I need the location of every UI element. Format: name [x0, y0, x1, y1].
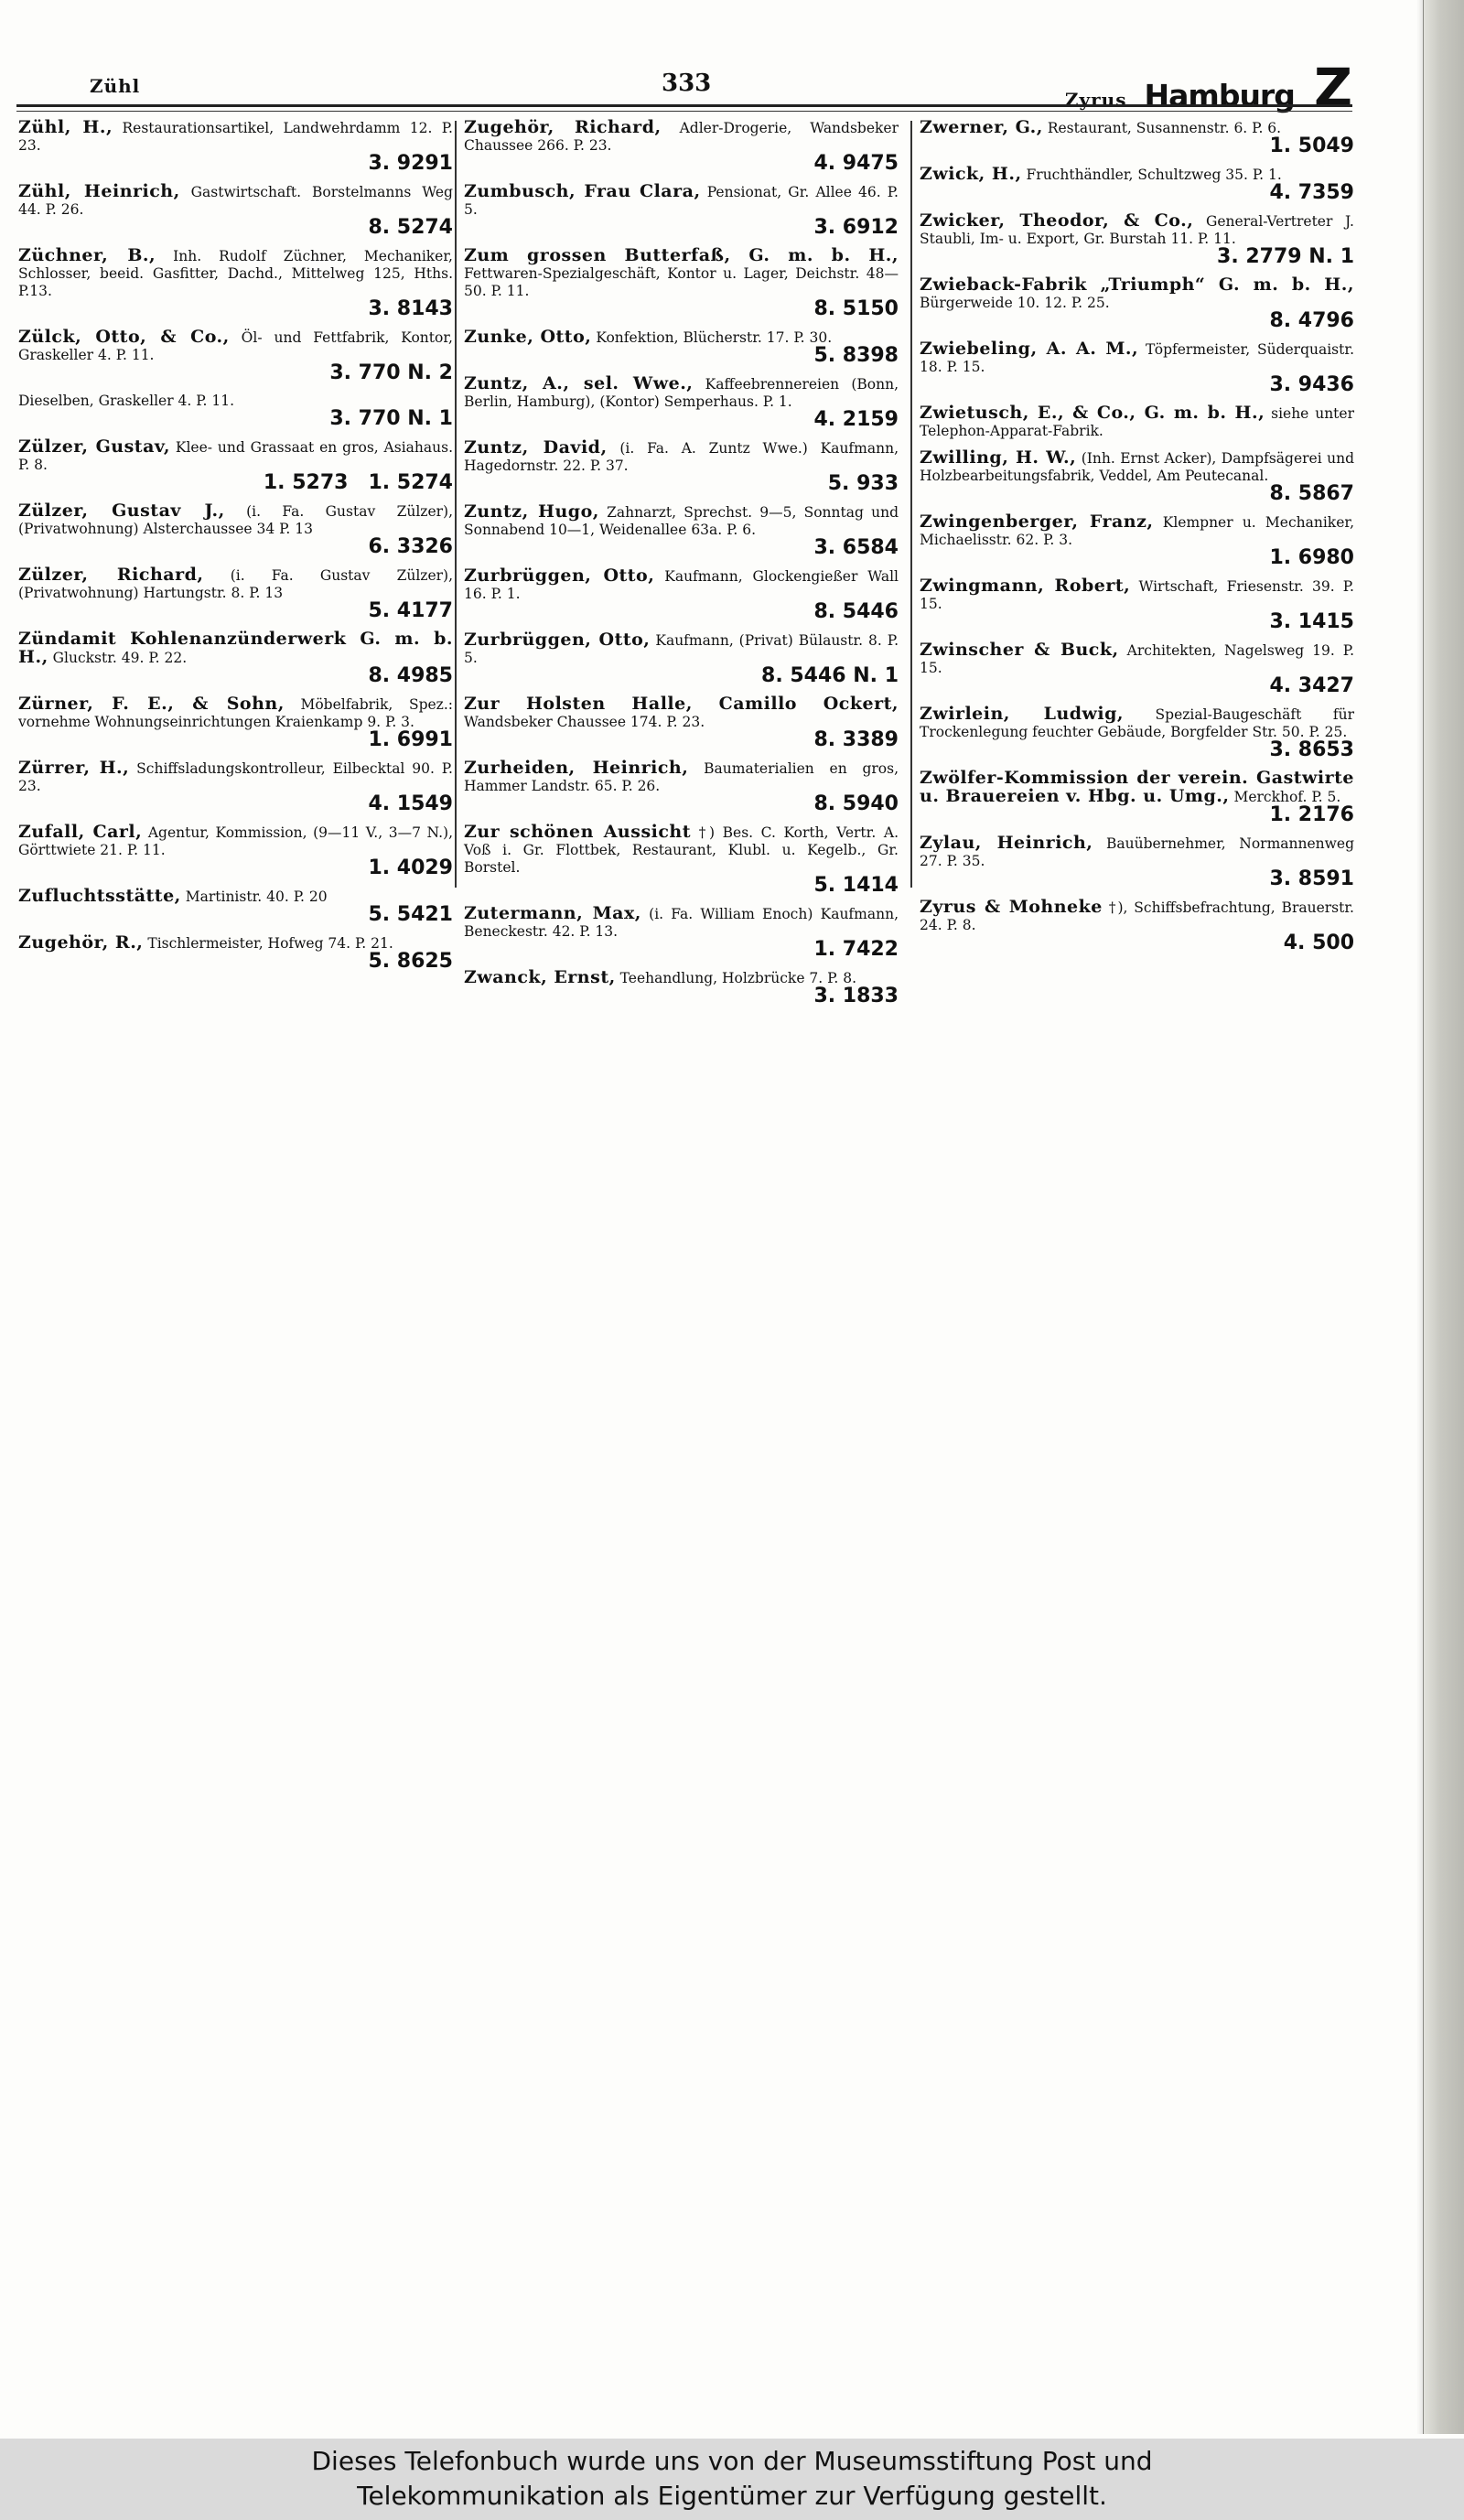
scanned-page-edge	[1423, 0, 1464, 2434]
directory-entry	[18, 888, 453, 925]
directory-entry	[920, 513, 1354, 568]
entry-details: (i. Fa. Gustav Zülzer), (Privatwohnung) Alsterchaussee 34 P. 13	[18, 503, 453, 537]
entry-details: Bauübernehmer, Normannenweg 27. P. 35.	[920, 835, 1354, 869]
phone-number: 3. 1833	[813, 985, 899, 1007]
entry-name: Zühl, H.,	[18, 117, 113, 137]
entry-details: Gastwirtschaft. Borstelmanns Weg 44. P. 26.	[18, 184, 453, 218]
phone-number: 3. 9291	[368, 152, 453, 175]
entry-details: Kaufmann, (Privat) Bülaustr. 8. P. 5.	[464, 632, 899, 666]
phone-number: 1. 5049	[1269, 135, 1354, 157]
phone-number: 5. 8625	[368, 950, 453, 973]
entry-numbers	[18, 856, 453, 879]
entry-name: Zur Holsten Halle, Camillo Ockert,	[464, 694, 899, 714]
directory-entry	[18, 630, 453, 686]
entry-name: Zugehör, Richard,	[464, 117, 662, 137]
entry-details: Bürgerweide 10. 12. P. 25.	[920, 295, 1110, 311]
phone-number: 5. 8398	[813, 344, 899, 367]
entry-details: Dieselben, Graskeller 4. P. 11.	[18, 393, 235, 409]
entry-details: Klempner u. Mechaniker, Michaelisstr. 62. P. 3.	[920, 514, 1355, 548]
directory-entry	[464, 439, 899, 494]
entry-name: Zürner, F. E., & Sohn,	[18, 694, 285, 714]
entry-details: Spezial-Baugeschäft für Trockenlegung feuchter Gebäude, Borgfelder Str. 50. P. 25.	[920, 706, 1354, 740]
entry-name: Zühl, Heinrich,	[18, 181, 180, 201]
entry-numbers	[464, 472, 899, 495]
entry-numbers	[18, 407, 453, 430]
entry-numbers	[920, 934, 1354, 953]
entry-details: Tischlermeister, Hofweg 74. P. 21.	[147, 935, 393, 952]
entry-numbers	[464, 728, 899, 751]
footer-line-2: Telekommunikation als Eigentümer zur Verfügung gestellt.	[357, 2481, 1107, 2511]
phone-number: 8. 4985	[368, 664, 453, 687]
phone-number: 4. 500	[1283, 932, 1354, 954]
phone-number: 1. 2176	[1269, 803, 1354, 826]
directory-entry	[920, 449, 1354, 504]
directory-entry	[920, 119, 1354, 156]
entry-details: Restaurationsartikel, Landwehrdamm 12. P. 23.	[18, 120, 453, 154]
directory-entry	[920, 577, 1354, 632]
header-catchword-left: Zühl	[90, 75, 141, 97]
directory-entry	[920, 404, 1354, 440]
phone-number: 1. 6980	[1269, 546, 1354, 569]
entry-numbers	[920, 482, 1354, 505]
entry-details: Merckhof. P. 5.	[1233, 789, 1341, 805]
directory-entry	[920, 166, 1354, 203]
directory-entry	[920, 899, 1354, 953]
entry-name: Zurheiden, Heinrich,	[464, 758, 689, 778]
entry-name: Zwerner, G.,	[920, 117, 1043, 137]
entry-details: Agentur, Kommission, (9—11 V., 3—7 N.), Görttwiete 21. P. 11.	[18, 824, 454, 858]
directory-column-2	[464, 119, 899, 1016]
entry-name: Zunke, Otto,	[464, 327, 592, 347]
directory-entry	[18, 247, 453, 319]
column-separator	[910, 121, 912, 888]
phone-number: 1. 6991	[368, 728, 453, 751]
entry-details: Zahnarzt, Sprechst. 9—5, Sonntag und Sonnabend 10—1, Weidenallee 63a. P. 6.	[464, 504, 899, 538]
entry-name: Zumbusch, Frau Clara,	[464, 181, 701, 201]
entry-name: Zwingenberger, Franz,	[920, 512, 1154, 532]
entry-numbers	[464, 297, 899, 320]
entry-details: Möbelfabrik, Spez.: vornehme Wohnungseinrichtungen Kraienkamp 9. P. 3.	[18, 696, 453, 730]
directory-entry	[464, 503, 899, 558]
directory-entry	[464, 328, 899, 366]
phone-number: 3. 1415	[1269, 610, 1354, 633]
entry-details: Schiffsladungskontrolleur, Eilbecktal 90. P. 23.	[18, 760, 453, 794]
entry-name: Zwingmann, Robert,	[920, 576, 1131, 596]
entry-numbers	[18, 599, 453, 622]
directory-entry	[18, 695, 453, 750]
entry-details: Baumaterialien en gros, Hammer Landstr. 65. P. 26.	[464, 760, 899, 794]
phone-number: 5. 933	[827, 472, 899, 495]
page-number: 333	[662, 70, 712, 97]
entry-numbers	[920, 245, 1354, 268]
entry-details: Restaurant, Susannenstr. 6. P. 6.	[1047, 120, 1282, 136]
entry-name: Zyrus & Mohneke	[920, 897, 1103, 917]
header-city: Hamburg	[1144, 78, 1295, 113]
entry-name: Zwinscher & Buck,	[920, 640, 1119, 660]
phone-number: 1. 4029	[368, 856, 453, 879]
entry-details: Töpfermeister, Süderquaistr. 18. P. 15.	[920, 341, 1355, 375]
header-rule-thick	[16, 104, 1352, 107]
footer-line-1: Dieses Telefonbuch wurde uns von der Museumsstiftung Post und	[311, 2446, 1153, 2476]
phone-number: 5. 5421	[368, 903, 453, 926]
entry-details: Teehandlung, Holzbrücke 7. P. 8.	[619, 970, 857, 986]
phone-number: 8. 5446	[813, 600, 899, 623]
entry-name: Zülzer, Gustav J.,	[18, 501, 225, 521]
entry-details: siehe unter Telephon-Apparat-Fabrik.	[920, 405, 1354, 439]
entry-numbers	[920, 137, 1354, 156]
entry-name: Zugehör, R.,	[18, 932, 144, 953]
phone-number: 4. 1549	[368, 792, 453, 815]
entry-name: Zülzer, Richard,	[18, 565, 204, 585]
entry-numbers	[18, 792, 453, 815]
directory-entry	[920, 641, 1354, 696]
phone-number: 8. 5150	[813, 297, 899, 320]
entry-numbers	[464, 344, 899, 367]
directory-entry	[920, 340, 1354, 395]
entry-name: Zylau, Heinrich,	[920, 833, 1093, 853]
entry-numbers	[464, 152, 899, 175]
phone-number: 3. 6912	[813, 216, 899, 239]
entry-numbers	[920, 867, 1354, 890]
entry-name: Zuntz, A., sel. Wwe.,	[464, 373, 694, 393]
entry-name: Zündamit Kohlenanzünderwerk G. m. b. H.,	[18, 629, 453, 667]
entry-details: (i. Fa. Gustav Zülzer), (Privatwohnung) Hartungstr. 8. P. 13	[18, 567, 453, 601]
entry-name: Zurbrüggen, Otto,	[464, 630, 651, 650]
phone-number: 4. 7359	[1269, 181, 1354, 204]
phone-number: 8. 5446 N. 1	[761, 664, 899, 687]
phone-number: 3. 770 N. 2	[329, 361, 453, 384]
entry-name: Zum grossen Butterfaß, G. m. b. H.,	[464, 245, 899, 265]
directory-entry	[464, 247, 899, 319]
header-letter: Z	[1313, 57, 1352, 119]
entry-numbers	[18, 297, 453, 320]
entry-numbers	[920, 674, 1354, 697]
entry-numbers	[18, 728, 453, 751]
phone-number: 3. 770 N. 1	[329, 407, 453, 430]
phone-number: 8. 5940	[813, 792, 899, 815]
phone-number: 1. 5273	[263, 471, 349, 494]
directory-entry	[18, 502, 453, 557]
phone-number: 3. 8143	[368, 297, 453, 320]
entry-details: (i. Fa. A. Zuntz Wwe.) Kaufmann, Hagedornstr. 22. P. 37.	[464, 440, 899, 474]
phone-number: 5. 4177	[368, 599, 453, 622]
entry-details: Gluckstr. 49. P. 22.	[52, 650, 188, 666]
footer-notice	[0, 2439, 1464, 2520]
entry-name: Zülck, Otto, & Co.,	[18, 327, 230, 347]
directory-column-1	[18, 119, 453, 981]
entry-details: Adler-Drogerie, Wandsbeker Chaussee 266. P. 23.	[464, 120, 899, 154]
entry-details: Wirtschaft, Friesenstr. 39. P. 15.	[920, 578, 1354, 612]
entry-numbers	[920, 738, 1354, 761]
entry-name: Zwick, H.,	[920, 164, 1022, 184]
entry-numbers	[464, 408, 899, 431]
entry-name: Zufluchtsstätte,	[18, 886, 181, 906]
entry-details: Kaffeebrennereien (Bonn, Berlin, Hamburg), (Kontor) Semperhaus. P. 1.	[464, 376, 899, 410]
directory-entry	[18, 438, 453, 493]
directory-entry	[464, 119, 899, 174]
entry-details: Fettwaren-Spezialgeschäft, Kontor u. Lager, Deichstr. 48—50. P. 11.	[464, 265, 899, 299]
directory-entry	[464, 567, 899, 622]
directory-entry	[18, 393, 453, 429]
header-right	[1065, 57, 1352, 119]
column-separator	[455, 121, 457, 888]
entry-numbers	[18, 361, 453, 384]
entry-numbers	[18, 903, 453, 926]
directory-entry	[464, 183, 899, 238]
directory-entry	[464, 824, 899, 896]
entry-name: Zur schönen Aussicht	[464, 822, 692, 842]
entry-numbers	[464, 874, 899, 897]
header-rule-thin	[16, 111, 1352, 112]
phone-number: 3. 2779 N. 1	[1217, 245, 1354, 268]
entry-numbers	[18, 664, 453, 687]
phone-number: 4. 9475	[813, 152, 899, 175]
entry-numbers	[464, 536, 899, 559]
entry-name: Zufall, Carl,	[18, 822, 143, 842]
entry-numbers	[18, 216, 453, 239]
entry-name: Zurbrüggen, Otto,	[464, 565, 655, 586]
entry-numbers	[464, 664, 899, 687]
entry-details: Klee- und Grassaat en gros, Asiahaus. P. 8.	[18, 439, 453, 473]
entry-details: Kaufmann, Glockengießer Wall 16. P. 1.	[464, 568, 899, 602]
entry-name: Zwölfer-Kommission der verein. Gastwirte u. Brauereien v. Hbg. u. Umg.,	[920, 768, 1354, 806]
entry-numbers	[464, 216, 899, 239]
entry-details: (Inh. Ernst Acker), Dampfsägerei und Holzbearbeitungsfabrik, Veddel, Am Peutecanal.	[920, 450, 1354, 484]
entry-name: Zwicker, Theodor, & Co.,	[920, 210, 1194, 231]
entry-numbers	[920, 181, 1354, 204]
entry-details: †) Bes. C. Korth, Vertr. A. Voß i. Gr. Flottbek, Restaurant, Klubl. u. Kegelb., Gr. Borstel.	[464, 824, 899, 876]
entry-name: Zülzer, Gustav,	[18, 436, 171, 457]
directory-entry	[920, 705, 1354, 760]
entry-details: (i. Fa. William Enoch) Kaufmann, Beneckestr. 42. P. 13.	[464, 906, 899, 940]
directory-entry	[18, 566, 453, 621]
entry-name: Zwilling, H. W.,	[920, 447, 1077, 468]
entry-name: Zwiebeling, A. A. M.,	[920, 339, 1139, 359]
entry-numbers	[920, 546, 1354, 569]
entry-name: Zuntz, David,	[464, 437, 608, 458]
entry-numbers	[18, 950, 453, 973]
entry-details: General-Vertreter J. Staubli, Im- u. Export, Gr. Burstah 11. P. 11.	[920, 213, 1354, 247]
directory-entry	[920, 212, 1354, 267]
phone-number: 8. 5867	[1269, 482, 1354, 505]
entry-details: Öl- und Fettfabrik, Kontor, Graskeller 4. P. 11.	[18, 329, 453, 363]
entry-details: Konfektion, Blücherstr. 17. P. 30.	[596, 329, 833, 346]
phone-number: 3. 9436	[1269, 373, 1354, 396]
entry-name: Zwirlein, Ludwig,	[920, 704, 1125, 724]
entry-numbers	[464, 792, 899, 815]
entry-name: Zwietusch, E., & Co., G. m. b. H.,	[920, 403, 1265, 423]
directory-entry	[18, 934, 453, 972]
phone-number: 5. 1414	[813, 874, 899, 897]
directory-entry	[18, 759, 453, 814]
entry-name: Zwieback-Fabrik „Triumph“ G. m. b. H.,	[920, 275, 1354, 295]
page-header	[16, 57, 1352, 119]
phone-number: 3. 8591	[1269, 867, 1354, 890]
entry-numbers	[18, 471, 453, 494]
entry-numbers	[920, 373, 1354, 396]
phone-number: 4. 2159	[813, 408, 899, 431]
entry-details: Fruchthändler, Schultzweg 35. P. 1.	[1026, 167, 1282, 183]
phone-number: 8. 5274	[368, 216, 453, 239]
header-catchword-right: Zyrus	[1064, 89, 1127, 111]
entry-numbers	[920, 309, 1354, 332]
entry-details: Pensionat, Gr. Allee 46. P. 5.	[464, 184, 899, 218]
phone-number: 1. 5274	[368, 471, 453, 494]
directory-entry	[464, 969, 899, 1007]
directory-entry	[464, 759, 899, 814]
phone-number: 6. 3326	[368, 535, 453, 558]
entry-name: Zwanck, Ernst,	[464, 967, 616, 987]
entry-name: Zuntz, Hugo,	[464, 501, 599, 522]
entry-numbers	[464, 987, 899, 1007]
directory-entry	[18, 119, 453, 174]
directory-entry	[464, 695, 899, 750]
entry-details: Inh. Rudolf Züchner, Mechaniker, Schlosser, beeid. Gasfitter, Dachd., Mittelweg 125, Hths. P.13.	[18, 248, 453, 299]
entry-details: Architekten, Nagelsweg 19. P. 15.	[920, 642, 1354, 676]
phone-number: 1. 7422	[813, 938, 899, 961]
entry-name: Züchner, B.,	[18, 245, 156, 265]
entry-numbers	[464, 938, 899, 961]
entry-numbers	[18, 152, 453, 175]
entry-name: Zürrer, H.,	[18, 758, 130, 778]
phone-number: 3. 8653	[1269, 738, 1354, 761]
directory-entry	[18, 824, 453, 878]
entry-numbers	[920, 803, 1354, 826]
directory-entry	[920, 276, 1354, 331]
directory-entry	[18, 328, 453, 383]
entry-details: †), Schiffsbefrachtung, Brauerstr. 24. P. 8.	[920, 899, 1354, 933]
directory-entry	[464, 631, 899, 686]
directory-entry	[920, 835, 1354, 889]
phone-number: 8. 4796	[1269, 309, 1354, 332]
entry-name: Zutermann, Max,	[464, 903, 641, 923]
directory-entry	[18, 183, 453, 238]
directory-entry	[464, 375, 899, 430]
entry-numbers	[920, 610, 1354, 633]
directory-entry	[464, 905, 899, 960]
entry-numbers	[18, 535, 453, 558]
entry-details: Wandsbeker Chaussee 174. P. 23.	[464, 714, 705, 730]
entry-details: Martinistr. 40. P. 20	[185, 888, 328, 905]
directory-entry	[920, 770, 1354, 825]
entry-numbers	[464, 600, 899, 623]
directory-column-3	[920, 119, 1354, 963]
phone-number: 3. 6584	[813, 536, 899, 559]
phone-number: 8. 3389	[813, 728, 899, 751]
phone-number: 4. 3427	[1269, 674, 1354, 697]
